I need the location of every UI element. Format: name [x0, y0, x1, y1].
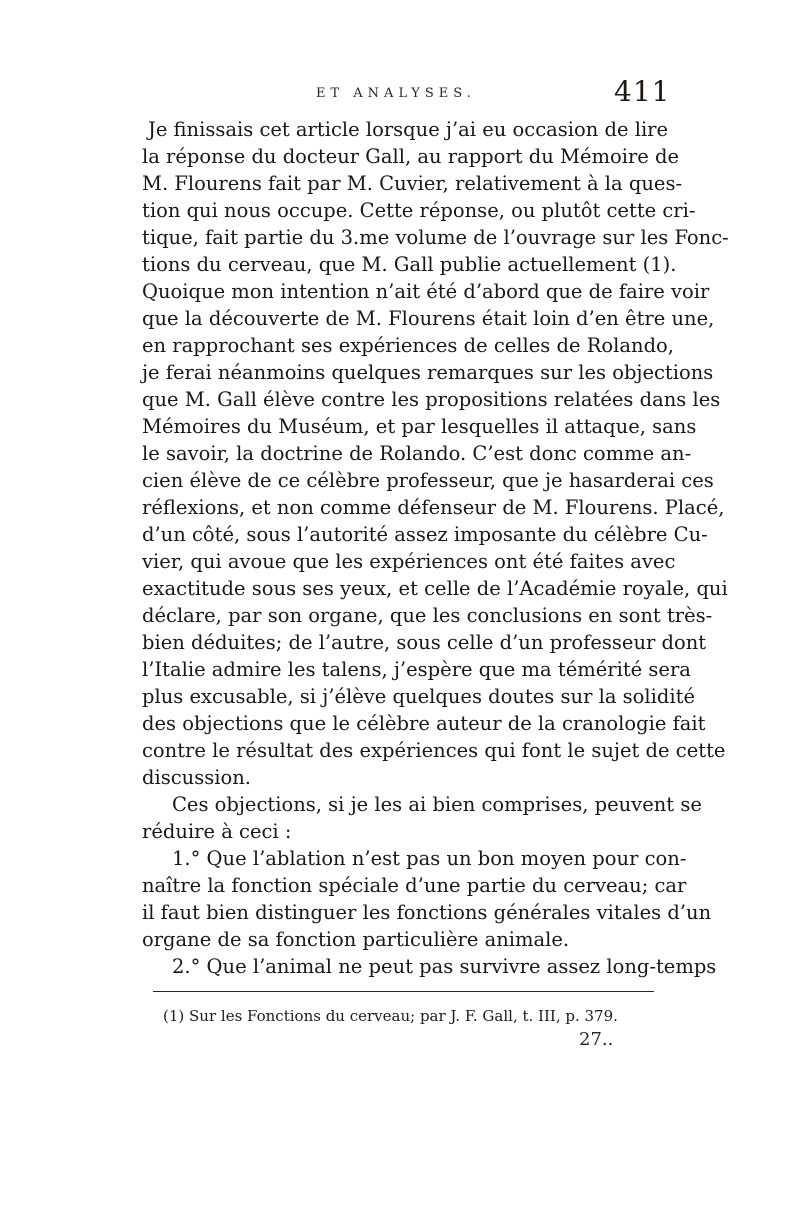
footnote-rule: [153, 991, 654, 992]
text-line: des objections que le célèbre auteur de la cranologie fait: [142, 712, 706, 735]
text-line: réduire à ceci :: [142, 820, 292, 843]
footnote: (1) Sur les Fonctions du cerveau; par J. F. Gall, t. III, p. 379.: [163, 1007, 618, 1025]
text-line: il faut bien distinguer les fonctions générales vitales d’un: [142, 901, 712, 924]
text-line: la réponse du docteur Gall, au rapport du Mémoire de: [142, 145, 680, 168]
text-line: que la découverte de M. Flourens était loin d’en être une,: [142, 307, 715, 330]
text-line: plus excusable, si j’élève quelques doutes sur la solidité: [142, 685, 695, 708]
text-line: tique, fait partie du 3.me volume de l’ouvrage sur les Fonc-: [142, 226, 729, 249]
body-text: [142, 116, 729, 980]
text-line: d’un côté, sous l’autorité assez imposante du célèbre Cu-: [142, 523, 708, 546]
text-line: organe de sa fonction particulière animale.: [142, 928, 570, 951]
running-head: ET ANALYSES.: [316, 86, 476, 101]
text-line: l’Italie admire les talens, j’espère que ma témérité sera: [142, 658, 691, 681]
text-line: contre le résultat des expériences qui font le sujet de cette: [142, 739, 726, 762]
text-line: en rapprochant ses expériences de celles de Rolando,: [142, 334, 674, 357]
text-line: déclare, par son organe, que les conclusions en sont très-: [142, 604, 713, 627]
text-line: 2.° Que l’animal ne peut pas survivre assez long-temps: [172, 955, 717, 978]
text-line: Ces objections, si je les ai bien comprises, peuvent se: [172, 793, 702, 816]
text-line: le savoir, la doctrine de Rolando. C’est donc comme an-: [142, 442, 692, 465]
signature-mark: 27..: [579, 1029, 614, 1050]
text-line: naître la fonction spéciale d’une partie du cerveau; car: [142, 874, 687, 897]
text-line: M. Flourens fait par M. Cuvier, relativement à la ques-: [142, 172, 683, 195]
text-line: Je finissais cet article lorsque j’ai eu occasion de lire: [148, 118, 669, 141]
text-line: je ferai néanmoins quelques remarques sur les objections: [142, 361, 714, 384]
text-line: tion qui nous occupe. Cette réponse, ou plutôt cette cri-: [142, 199, 696, 222]
text-line: Mémoires du Muséum, et par lesquelles il attaque, sans: [142, 415, 697, 438]
text-line: bien déduites; de l’autre, sous celle d’un professeur dont: [142, 631, 707, 654]
text-line: exactitude sous ses yeux, et celle de l’Académie royale, qui: [142, 577, 728, 600]
page-number: 411: [614, 75, 671, 108]
text-line: Quoique mon intention n’ait été d’abord que de faire voir: [142, 280, 710, 303]
text-line: discussion.: [142, 766, 251, 789]
text-line: vier, qui avoue que les expériences ont été faites avec: [142, 550, 676, 573]
text-line: cien élève de ce célèbre professeur, que je hasarderai ces: [142, 469, 714, 492]
text-line: tions du cerveau, que M. Gall publie actuellement (1).: [142, 253, 677, 276]
text-line: réflexions, et non comme défenseur de M. Flourens. Placé,: [142, 496, 725, 519]
text-line: 1.° Que l’ablation n’est pas un bon moyen pour con-: [172, 847, 687, 870]
text-line: que M. Gall élève contre les propositions relatées dans les: [142, 388, 721, 411]
